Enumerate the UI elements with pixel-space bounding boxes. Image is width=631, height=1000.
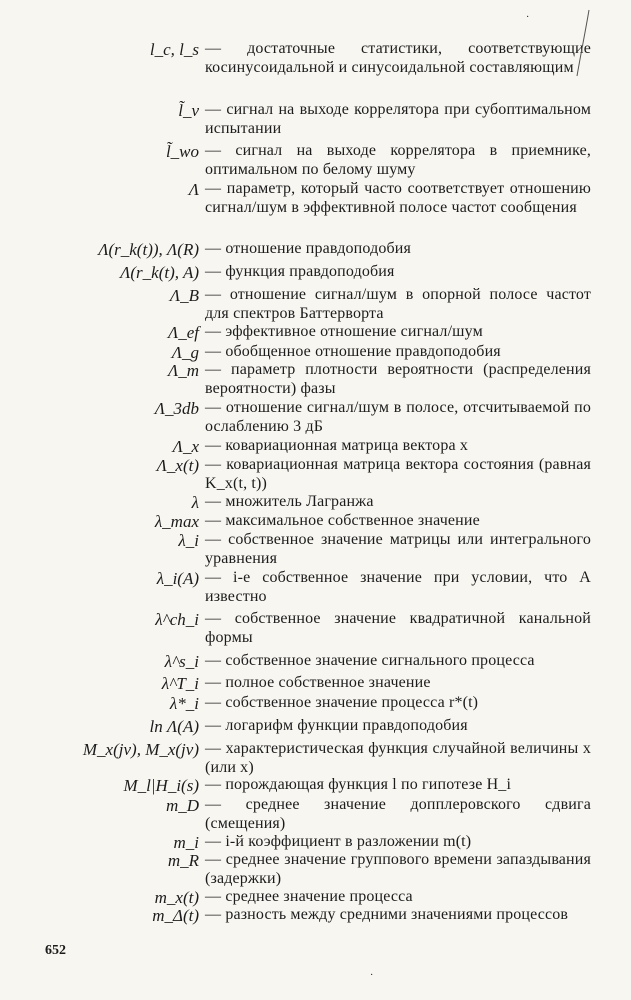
entry-description: — собственное значение матрицы или интегрального уравнения	[205, 531, 591, 568]
entry-description: — ковариационная матрица вектора x	[205, 437, 591, 456]
entry-symbol: Λ_3db	[154, 399, 199, 418]
entry-description: — сигнал на выходе коррелятора при субоптимальном испытании	[205, 101, 591, 138]
entry-description: — среднее значение группового времени запаздывания (задержки)	[205, 851, 591, 888]
dot-mark: ·	[526, 12, 530, 23]
entry-description: — собственное значение процесса r*(t)	[205, 694, 591, 713]
entry-symbol: Λ_x(t)	[156, 456, 199, 475]
entry-description: — i-е собственное значение при условии, что A известно	[205, 569, 591, 606]
entry-description: — достаточные статистики, соответствующие косинусоидальной и синусоидальной составляющим	[205, 40, 591, 77]
entry-symbol: m_D	[165, 796, 199, 815]
page-number: 652	[45, 943, 66, 958]
entry-description: — параметр, который часто соответствует отношению сигнал/шум в эффективной полосе частот сообщения	[205, 180, 591, 217]
entry-description: — собственное значение сигнального процесса	[205, 652, 591, 671]
entry-description: — разность между средними значениями процессов	[205, 906, 591, 925]
entry-description: — собственное значение квадратичной канальной формы	[205, 610, 591, 647]
pencil-mark	[575, 8, 591, 78]
dot-mark: ·	[370, 970, 374, 981]
entry-symbol: Λ_m	[167, 361, 199, 380]
entry-symbol: λ^ch_i	[155, 610, 199, 629]
entry-description: — среднее значение допплеровского сдвига (смещения)	[205, 796, 591, 833]
entry-symbol: λ^T_i	[161, 674, 199, 693]
entry-symbol: λ	[191, 493, 199, 512]
entry-symbol: l̃_v	[178, 101, 199, 120]
entry-description: — отношение сигнал/шум в полосе, отсчитываемой по ослаблению 3 дБ	[205, 399, 591, 436]
entry-symbol: Λ	[188, 180, 199, 199]
entry-symbol: M_x(jv), M_x(jv)	[82, 740, 199, 759]
entry-description: — множитель Лагранжа	[205, 493, 591, 512]
entry-symbol: m_i	[173, 833, 199, 852]
entry-description: — полное собственное значение	[205, 674, 591, 693]
entry-symbol: m_R	[167, 851, 199, 870]
entry-description: — логарифм функции правдоподобия	[205, 717, 591, 736]
entry-description: — порождающая функция l по гипотезе H_i	[205, 776, 591, 795]
entry-symbol: ln Λ(A)	[149, 717, 199, 736]
entry-symbol: l̃_wo	[165, 142, 199, 161]
entry-symbol: m_x(t)	[154, 888, 199, 907]
entry-description: — сигнал на выходе коррелятора в приемнике, оптимальном по белому шуму	[205, 142, 591, 179]
entry-description: — эффективное отношение сигнал/шум	[205, 323, 591, 342]
entry-symbol: λ_max	[154, 512, 199, 531]
entry-description: — ковариационная матрица вектора состояния (равная K_x(t, t))	[205, 456, 591, 493]
entry-symbol: M_l|H_i(s)	[123, 776, 199, 795]
entry-symbol: Λ(r_k(t)), Λ(R)	[98, 240, 199, 259]
entry-description: — максимальное собственное значение	[205, 512, 591, 531]
entry-description: — параметр плотности вероятности (распределения вероятности) фазы	[205, 361, 591, 398]
entry-symbol: Λ_x	[172, 437, 199, 456]
entry-symbol: λ^s_i	[164, 652, 199, 671]
entry-symbol: Λ_ef	[167, 323, 199, 342]
entry-symbol: m_Δ(t)	[152, 906, 199, 925]
entry-symbol: Λ(r_k(t), A)	[120, 263, 199, 282]
entry-description: — функция правдоподобия	[205, 263, 591, 282]
entry-description: — отношение правдоподобия	[205, 240, 591, 259]
entry-description: — характеристическая функция случайной величины x (или x)	[205, 740, 591, 777]
entry-symbol: Λ_g	[171, 343, 199, 362]
entry-symbol: λ*_i	[169, 694, 199, 713]
entry-symbol: λ_i	[178, 531, 199, 550]
entry-symbol: Λ_B	[169, 286, 199, 305]
entry-description: — i-й коэффициент в разложении m(t)	[205, 833, 591, 852]
entry-symbol: l_c, l_s	[149, 40, 199, 59]
entry-symbol: λ_i(A)	[156, 569, 199, 588]
entry-description: — обобщенное отношение правдоподобия	[205, 343, 591, 362]
entry-description: — отношение сигнал/шум в опорной полосе частот для спектров Баттерворта	[205, 286, 591, 323]
entry-description: — среднее значение процесса	[205, 888, 591, 907]
